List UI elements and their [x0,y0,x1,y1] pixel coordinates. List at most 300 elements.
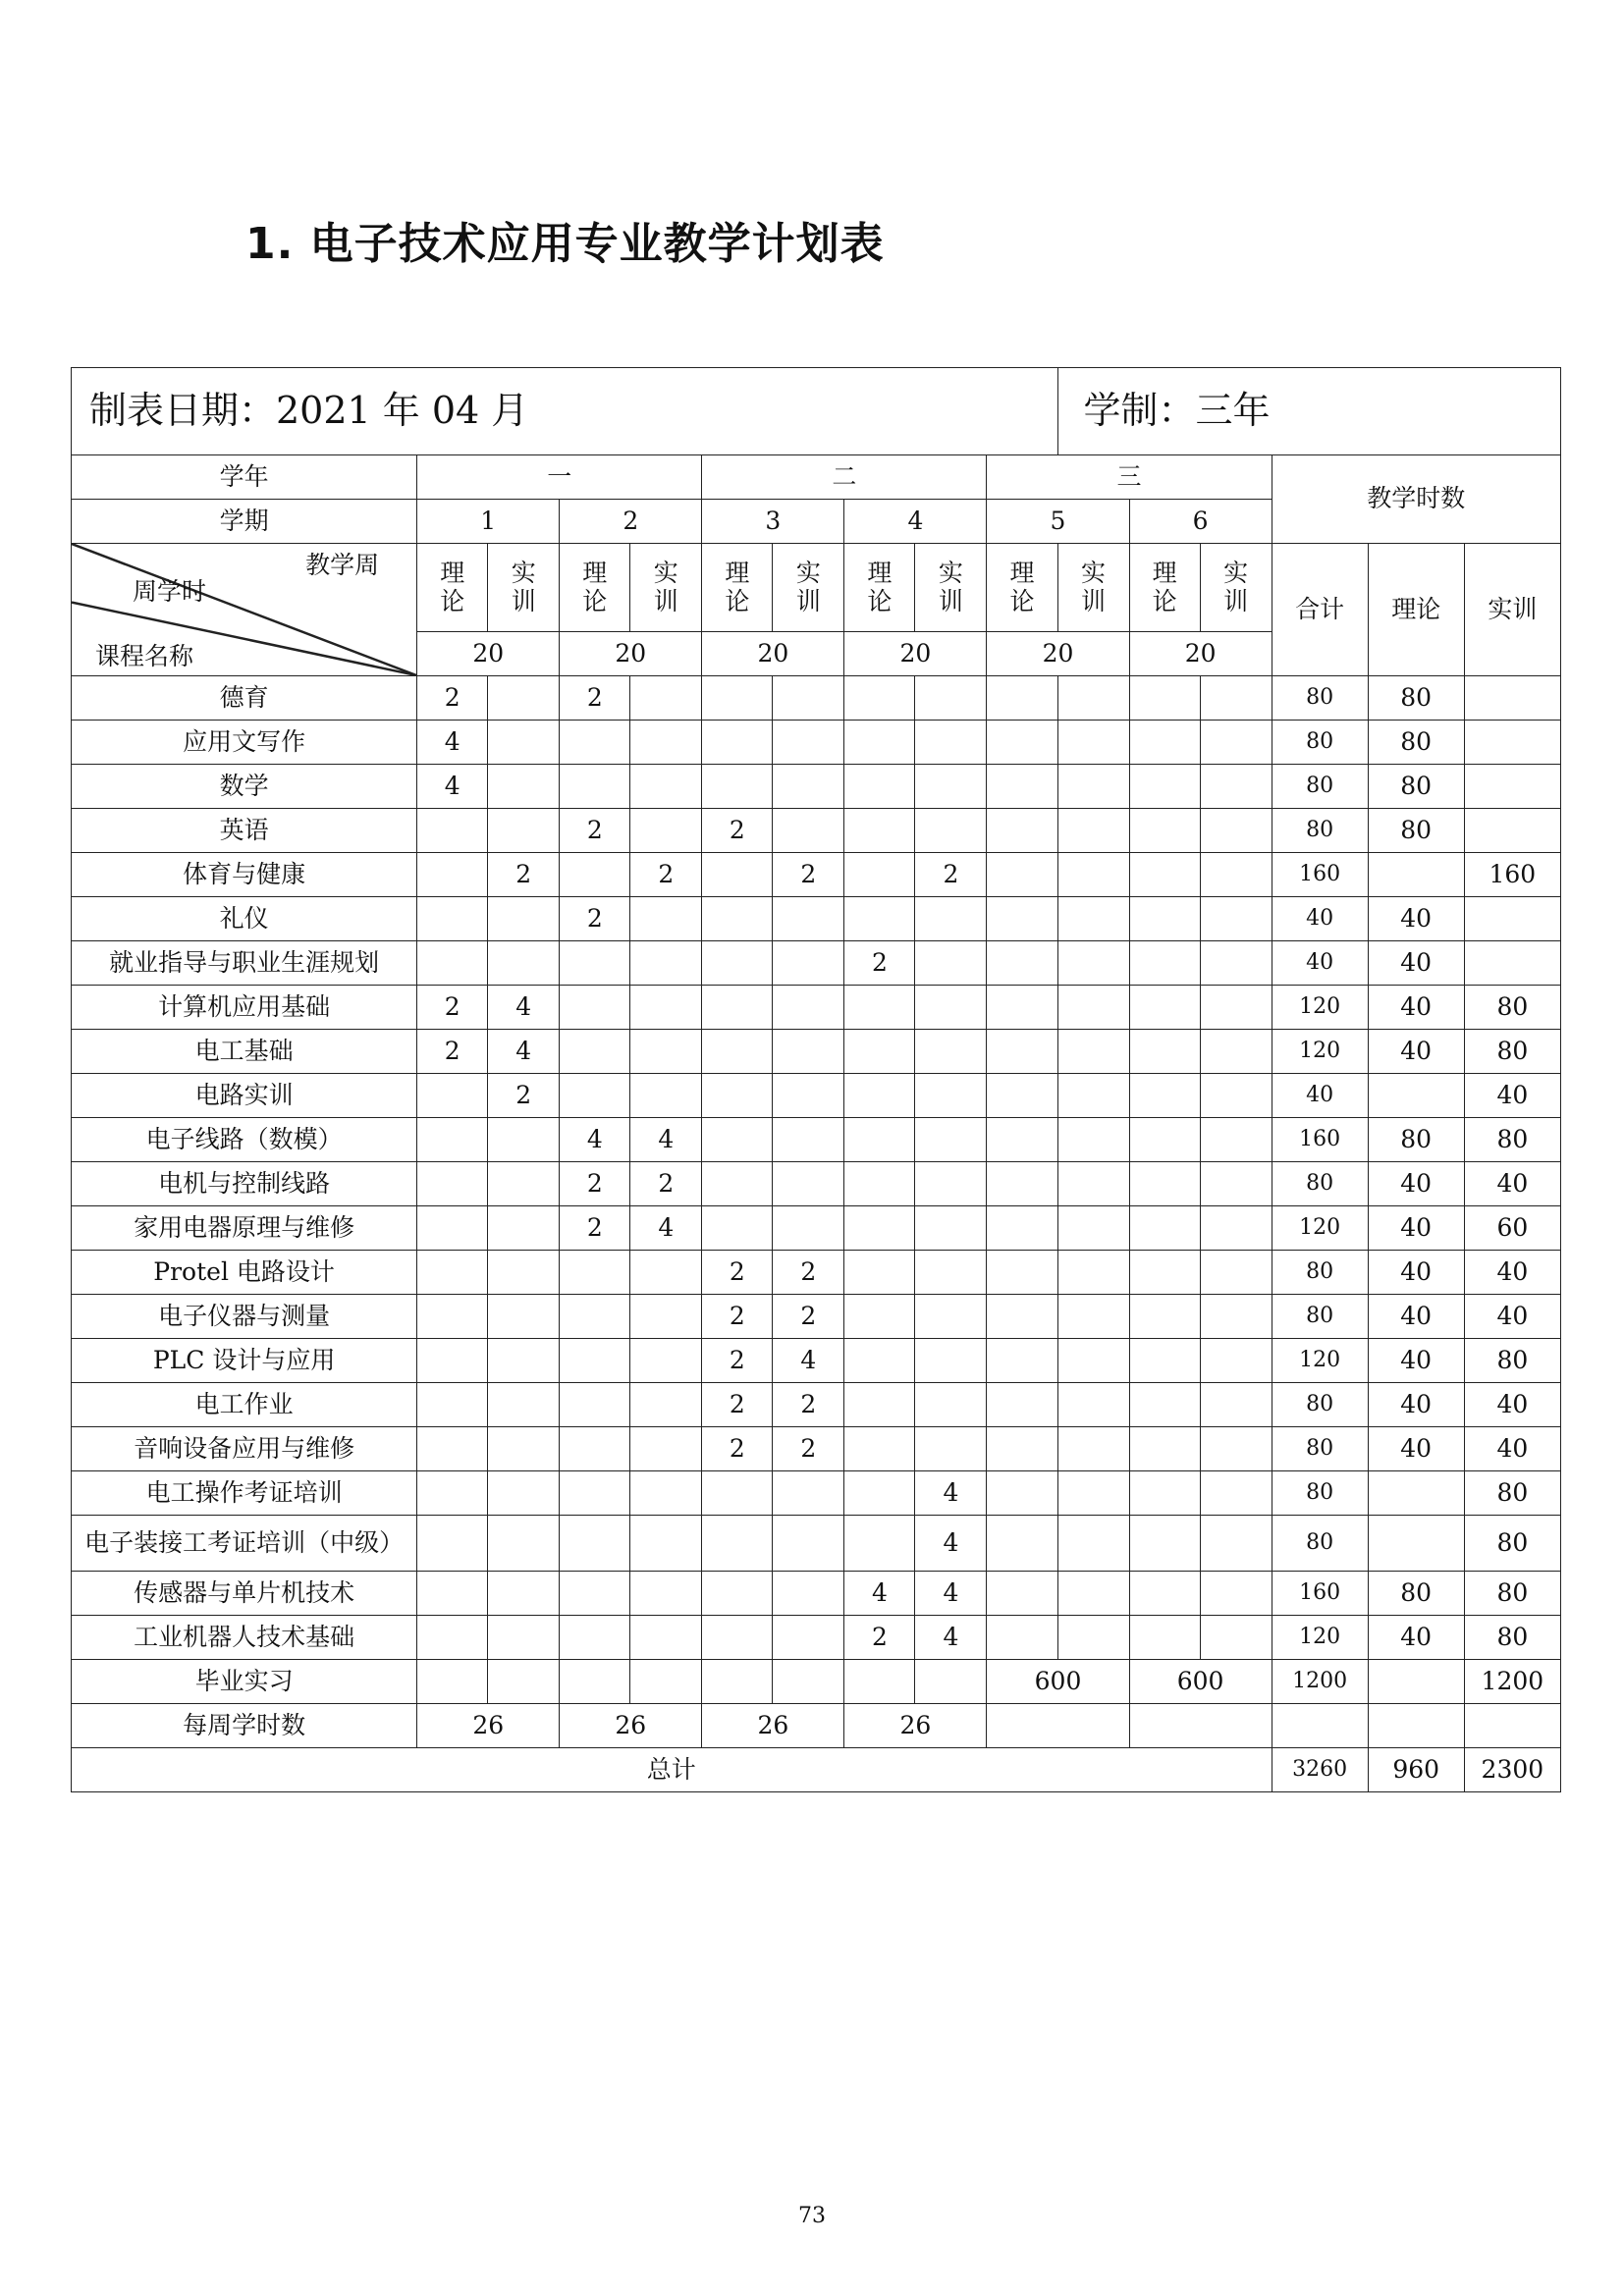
weekly-total-sem3: 26 [702,1704,844,1748]
weekly-hours-cell: 2 [773,1295,844,1339]
weekly-hours-cell: 2 [560,1162,630,1206]
total-hours-cell: 80 [1272,676,1368,721]
course-row [72,1251,1561,1295]
weekly-hours-cell: 2 [560,676,630,721]
course-name: 家用电器原理与维修 [72,1206,417,1251]
practice-hours-cell [1464,1704,1560,1748]
course-name: 电机与控制线路 [72,1162,417,1206]
weekly-hours-cell [1200,676,1272,721]
total-hours-cell: 120 [1272,1339,1368,1383]
weekly-hours-cell [1057,986,1129,1030]
theory-hours-cell: 40 [1368,1251,1464,1295]
weekly-hours-cell [987,1162,1057,1206]
course-row [72,1572,1561,1616]
weekly-hours-cell [915,765,987,809]
course-name: 工业机器人技术基础 [72,1616,417,1660]
course-row [72,1074,1561,1118]
weekly-hours-cell [915,721,987,765]
weekly-hours-cell [844,721,915,765]
weekly-hours-cell [702,941,773,986]
weekly-hours-cell [417,1295,488,1339]
weekly-hours-cell [987,1471,1057,1516]
weekly-hours-cell [1129,1118,1200,1162]
grand-total-label: 总计 [72,1748,1272,1792]
weekly-hours-cell [1129,986,1200,1030]
year-1: 一 [417,455,702,500]
weekly-hours-cell [1057,1074,1129,1118]
weekly-hours-cell [702,1074,773,1118]
weekly-hours-cell [488,1572,560,1616]
weekly-hours-cell [702,853,773,897]
page-number: 73 [798,2204,826,2228]
weekly-hours-cell [987,1074,1057,1118]
meta-row [72,368,1561,455]
weekly-hours-cell [987,1339,1057,1383]
practice-hours-cell [1464,809,1560,853]
weekly-hours-label: 周学时 [133,577,207,606]
weekly-hours-cell [773,1074,844,1118]
weekly-total-sem6 [1129,1704,1272,1748]
practice-hours-cell [1464,676,1560,721]
weekly-hours-cell: 2 [560,809,630,853]
semester-5: 5 [987,500,1129,544]
practice-hours-cell: 80 [1464,1339,1560,1383]
theory-hours-cell [1368,1660,1464,1704]
weekly-hours-cell: 2 [773,1427,844,1471]
course-name: 数学 [72,765,417,809]
weekly-hours-cell [630,1427,702,1471]
course-name: 就业指导与职业生涯规划 [72,941,417,986]
weekly-hours-cell [987,1030,1057,1074]
weekly-hours-cell [987,1251,1057,1295]
weekly-hours-cell [915,1251,987,1295]
weekly-hours-cell [773,676,844,721]
weekly-hours-cell [417,853,488,897]
weekly-hours-cell [630,1471,702,1516]
weekly-hours-cell [488,1471,560,1516]
weekly-hours-cell [560,721,630,765]
practice-hours-cell: 80 [1464,1616,1560,1660]
weekly-hours-cell [1129,1572,1200,1616]
weekly-hours-cell [915,1427,987,1471]
practice-hours-cell: 40 [1464,1074,1560,1118]
weekly-hours-cell [1129,1339,1200,1383]
weekly-hours-cell [1129,1206,1200,1251]
weekly-hours-cell [630,1030,702,1074]
year-3: 三 [987,455,1272,500]
weekly-hours-cell [1129,1030,1200,1074]
weekly-hours-cell [844,1030,915,1074]
total-hours-cell: 120 [1272,1616,1368,1660]
weekly-hours-cell [773,1118,844,1162]
total-hours-cell: 160 [1272,1572,1368,1616]
weekly-hours-cell: 2 [702,809,773,853]
weekly-hours-cell [1129,1471,1200,1516]
weekly-hours-cell [987,1616,1057,1660]
weekly-hours-cell [915,809,987,853]
total-hours-cell: 80 [1272,1516,1368,1572]
weekly-total-sem4: 26 [844,1704,987,1748]
theory-hours-cell: 40 [1368,1162,1464,1206]
theory-hours-cell: 40 [1368,1206,1464,1251]
weekly-hours-cell [844,1162,915,1206]
weeks-sem3: 20 [702,632,844,676]
semester-4: 4 [844,500,987,544]
total-hours-cell [1272,1704,1368,1748]
weekly-hours-cell [488,1295,560,1339]
weekly-hours-cell [844,1251,915,1295]
weekly-hours-cell [1200,1118,1272,1162]
grand-total-hours: 3260 [1272,1748,1368,1792]
weekly-hours-cell [987,941,1057,986]
sem5-theory-header: 理 论 [987,544,1057,632]
weekly-hours-cell [417,1572,488,1616]
sem5-practice-header: 实 训 [1057,544,1129,632]
practice-hours-cell: 40 [1464,1251,1560,1295]
weekly-hours-cell [1057,1427,1129,1471]
weekly-hours-cell [630,1383,702,1427]
weekly-hours-cell: 4 [915,1616,987,1660]
course-name: 传感器与单片机技术 [72,1572,417,1616]
weekly-hours-cell [488,1660,560,1704]
weekly-hours-cell: 2 [773,1383,844,1427]
weekly-hours-cell [844,897,915,941]
semester-6: 6 [1129,500,1272,544]
weekly-hours-cell [417,941,488,986]
weekly-total-label: 每周学时数 [72,1704,417,1748]
weekly-hours-cell [844,1516,915,1572]
sem2-practice-header: 实 训 [630,544,702,632]
total-hours-cell: 120 [1272,1030,1368,1074]
weekly-hours-cell [1200,1162,1272,1206]
practice-hours-cell: 80 [1464,1572,1560,1616]
weekly-hours-cell [488,897,560,941]
weekly-hours-cell [417,809,488,853]
theory-hours-cell: 40 [1368,897,1464,941]
weekly-hours-cell [702,1471,773,1516]
weekly-hours-cell [702,676,773,721]
course-name: 应用文写作 [72,721,417,765]
course-row [72,897,1561,941]
weekly-hours-cell [1057,1251,1129,1295]
weekly-hours-cell [844,1471,915,1516]
theory-hours-cell: 40 [1368,986,1464,1030]
weekly-hours-cell: 2 [773,1251,844,1295]
weekly-hours-cell [1057,1471,1129,1516]
theory-hours-cell [1368,1074,1464,1118]
weekly-hours-cell [844,809,915,853]
weekly-hours-cell: 2 [702,1427,773,1471]
weekly-hours-cell [1200,853,1272,897]
total-hours-cell: 80 [1272,765,1368,809]
weekly-hours-cell [1200,1516,1272,1572]
practice-header: 实训 [1464,544,1560,676]
course-name: Protel 电路设计 [72,1251,417,1295]
weekly-hours-cell [1057,1616,1129,1660]
weekly-hours-cell [987,1383,1057,1427]
weekly-hours-cell [915,1030,987,1074]
weekly-hours-cell: 4 [915,1516,987,1572]
weekly-hours-cell [915,1162,987,1206]
sem6-theory-header: 理 论 [1129,544,1200,632]
course-row [72,721,1561,765]
weekly-hours-cell [630,897,702,941]
course-name: 德育 [72,676,417,721]
weekly-hours-cell [417,1616,488,1660]
practice-hours-cell [1464,721,1560,765]
school-year-row [72,455,1561,500]
weeks-sem6: 20 [1129,632,1272,676]
page-heading: 1. 电子技术应用专业教学计划表 [245,219,885,269]
theory-hours-cell: 40 [1368,1616,1464,1660]
weekly-hours-cell [560,1427,630,1471]
weekly-hours-cell: 2 [844,1616,915,1660]
weekly-hours-cell [1129,897,1200,941]
weekly-hours-cell [773,941,844,986]
weekly-hours-cell: 2 [915,853,987,897]
weekly-hours-cell [844,1206,915,1251]
internship-sem5: 600 [987,1660,1129,1704]
theory-header: 理论 [1368,544,1464,676]
weekly-hours-cell [1129,1383,1200,1427]
weekly-hours-cell [773,1206,844,1251]
weekly-hours-cell [417,1471,488,1516]
weekly-hours-cell [488,1162,560,1206]
weekly-hours-cell [560,765,630,809]
weekly-hours-cell [1200,1616,1272,1660]
weekly-hours-cell: 4 [915,1572,987,1616]
weekly-hours-cell [1057,721,1129,765]
weekly-hours-cell [915,1660,987,1704]
teaching-week-label: 教学周 [305,551,380,579]
weekly-hours-cell [560,1516,630,1572]
weekly-hours-cell [488,941,560,986]
weekly-hours-cell [560,853,630,897]
practice-hours-cell: 40 [1464,1162,1560,1206]
weekly-hours-cell [1129,853,1200,897]
weekly-hours-cell [1200,721,1272,765]
practice-hours-cell: 160 [1464,853,1560,897]
weekly-hours-cell [987,1516,1057,1572]
practice-hours-cell: 80 [1464,1516,1560,1572]
theory-hours-cell [1368,1516,1464,1572]
course-row [72,765,1561,809]
practice-hours-cell [1464,897,1560,941]
course-row [72,1471,1561,1516]
weekly-hours-cell [1057,676,1129,721]
weekly-hours-cell: 2 [488,1074,560,1118]
weekly-hours-cell [987,897,1057,941]
weekly-hours-cell [560,1660,630,1704]
weekly-hours-cell [630,721,702,765]
grand-total-practice: 2300 [1464,1748,1560,1792]
weekly-hours-cell [1057,1295,1129,1339]
weekly-hours-cell [560,1030,630,1074]
total-hours-cell: 80 [1272,1383,1368,1427]
weekly-hours-cell [844,1074,915,1118]
course-row [72,941,1561,986]
semester-label: 学期 [72,500,417,544]
weekly-hours-cell [1129,1516,1200,1572]
weekly-hours-cell: 2 [702,1251,773,1295]
weekly-hours-cell: 4 [417,721,488,765]
weeks-sem5: 20 [987,632,1129,676]
weekly-hours-cell [1200,1074,1272,1118]
total-hours-cell: 160 [1272,1118,1368,1162]
weekly-hours-cell [987,853,1057,897]
weekly-hours-cell [702,765,773,809]
weekly-hours-cell [560,986,630,1030]
weeks-sem2: 20 [560,632,702,676]
weekly-hours-cell: 2 [702,1383,773,1427]
grand-total-row [72,1748,1561,1792]
course-name: 电工基础 [72,1030,417,1074]
weekly-hours-cell [702,1118,773,1162]
semester-1: 1 [417,500,560,544]
weekly-hours-cell [560,1616,630,1660]
course-row [72,1030,1561,1074]
course-name: 电工操作考证培训 [72,1471,417,1516]
weekly-hours-cell [1057,1572,1129,1616]
weekly-hours-cell [844,1339,915,1383]
sem1-practice-header: 实 训 [488,544,560,632]
weekly-hours-cell [1057,941,1129,986]
weekly-hours-cell [630,1516,702,1572]
weekly-hours-cell: 4 [630,1118,702,1162]
weekly-hours-cell [488,1616,560,1660]
sem3-theory-header: 理 论 [702,544,773,632]
course-name: 电子装接工考证培训（中级） [72,1516,417,1572]
weekly-hours-cell [773,1471,844,1516]
weekly-hours-cell: 2 [417,1030,488,1074]
weekly-hours-cell [1057,1339,1129,1383]
weekly-hours-cell [915,897,987,941]
theory-hours-cell: 40 [1368,1295,1464,1339]
weekly-hours-cell [560,1074,630,1118]
weekly-hours-cell [488,721,560,765]
weekly-hours-cell [915,1206,987,1251]
course-name: 电子线路（数模） [72,1118,417,1162]
weekly-hours-cell [773,765,844,809]
course-row [72,1516,1561,1572]
weekly-hours-cell [1129,1427,1200,1471]
course-row [72,1162,1561,1206]
total-hours-cell: 40 [1272,897,1368,941]
weekly-hours-cell [417,1118,488,1162]
weekly-hours-cell [1200,897,1272,941]
weekly-hours-cell: 2 [630,1162,702,1206]
weekly-hours-cell [417,897,488,941]
total-hours-cell: 40 [1272,941,1368,986]
weekly-hours-cell [1057,1206,1129,1251]
weekly-hours-cell [630,1251,702,1295]
weekly-hours-cell [630,1339,702,1383]
weekly-hours-cell [773,1516,844,1572]
weekly-hours-cell: 4 [417,765,488,809]
weekly-hours-cell [702,1030,773,1074]
weekly-hours-cell: 4 [773,1339,844,1383]
weekly-hours-cell [417,1383,488,1427]
weekly-hours-cell [1200,1383,1272,1427]
weekly-hours-cell [844,1383,915,1427]
weekly-hours-cell [702,1162,773,1206]
weekly-hours-cell [488,765,560,809]
weekly-hours-cell [844,1660,915,1704]
weekly-hours-cell [488,1206,560,1251]
weekly-hours-cell [773,897,844,941]
weekly-hours-cell [987,721,1057,765]
weekly-hours-cell [560,1339,630,1383]
weekly-hours-cell: 2 [560,1206,630,1251]
total-hours-cell: 120 [1272,1206,1368,1251]
course-name: 电子仪器与测量 [72,1295,417,1339]
weekly-hours-cell [630,676,702,721]
course-name-label: 课程名称 [95,642,194,671]
total-hours-cell: 80 [1272,809,1368,853]
weekly-hours-cell [987,809,1057,853]
theory-hours-cell: 40 [1368,1383,1464,1427]
weekly-hours-cell [844,765,915,809]
theory-hours-cell: 80 [1368,721,1464,765]
weekly-hours-cell [488,1251,560,1295]
weekly-hours-cell [915,1383,987,1427]
weekly-hours-cell: 2 [844,941,915,986]
weekly-hours-cell [915,1118,987,1162]
weekly-hours-cell [702,897,773,941]
weekly-hours-cell [987,1295,1057,1339]
weekly-hours-cell: 2 [417,676,488,721]
weekly-hours-cell [844,986,915,1030]
theory-hours-cell: 80 [1368,676,1464,721]
weekly-hours-cell: 2 [417,986,488,1030]
practice-hours-cell [1464,765,1560,809]
course-row [72,1295,1561,1339]
course-name: 体育与健康 [72,853,417,897]
school-system: 学制：三年 [1057,368,1560,455]
course-row [72,1206,1561,1251]
course-name: 计算机应用基础 [72,986,417,1030]
weekly-hours-cell [630,986,702,1030]
weekly-hours-cell [1200,1427,1272,1471]
grand-total-theory: 960 [1368,1748,1464,1792]
practice-hours-cell: 80 [1464,1471,1560,1516]
weekly-hours-cell [844,1427,915,1471]
weekly-hours-cell [630,765,702,809]
weekly-hours-cell: 4 [844,1572,915,1616]
weekly-hours-cell [1057,1383,1129,1427]
practice-hours-cell: 1200 [1464,1660,1560,1704]
weekly-total-sem5 [987,1704,1129,1748]
course-row [72,1427,1561,1471]
weekly-hours-cell: 2 [630,853,702,897]
teaching-plan-table [71,367,1561,1792]
practice-hours-cell: 40 [1464,1295,1560,1339]
weekly-hours-cell: 2 [773,853,844,897]
theory-hours-cell: 40 [1368,941,1464,986]
weekly-hours-cell [773,1616,844,1660]
weekly-hours-cell [915,1295,987,1339]
weekly-hours-cell [1129,809,1200,853]
weeks-sem4: 20 [844,632,987,676]
teaching-hours-header: 教学时数 [1272,455,1560,544]
weekly-hours-cell [915,986,987,1030]
weekly-hours-cell: 2 [702,1295,773,1339]
theory-hours-cell: 80 [1368,1118,1464,1162]
theory-hours-cell [1368,853,1464,897]
weekly-hours-cell: 4 [560,1118,630,1162]
weekly-hours-cell [915,1339,987,1383]
weekly-hours-cell [1129,1074,1200,1118]
